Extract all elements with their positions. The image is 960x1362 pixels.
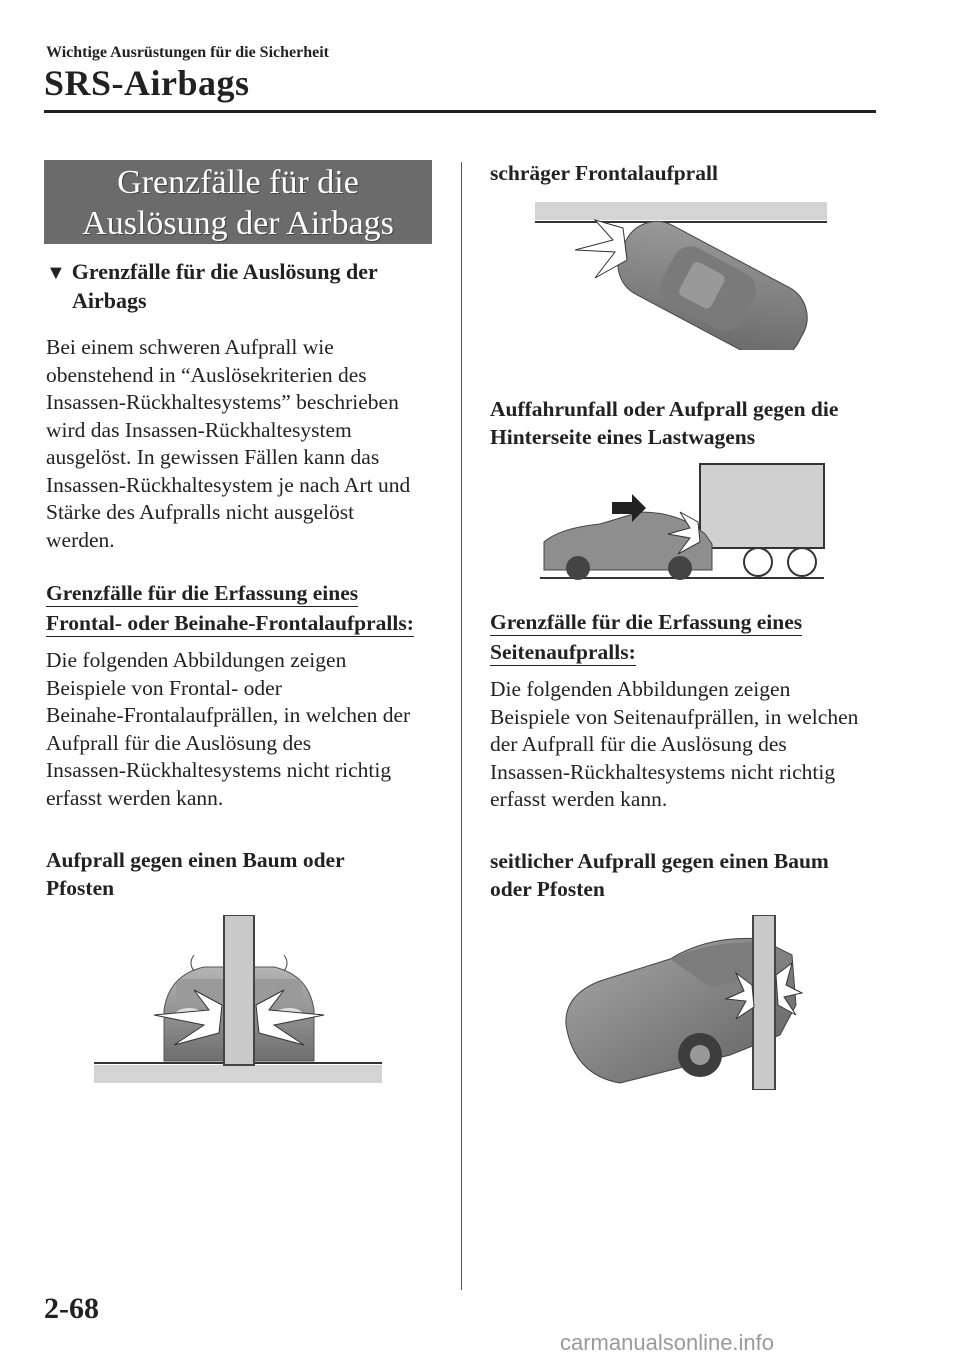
oblique-label: schräger Frontalaufprall: [490, 161, 718, 185]
subheading-line-1: Grenzfälle für die Auslösung der: [71, 259, 378, 284]
text-line: werden.: [46, 527, 115, 552]
side-tree-label-line-1: seitlicher Aufprall gegen einen Baum: [490, 849, 829, 873]
side-heading-line-2: Seitenaufpralls:: [490, 639, 636, 664]
column-divider: [461, 162, 462, 1290]
triangle-down-icon: ▼: [46, 262, 66, 284]
text-line: Bei einem schweren Aufprall wie: [46, 335, 334, 359]
banner-line-1: Grenzfälle für die: [117, 164, 359, 201]
oblique-crash-illustration: [535, 200, 830, 350]
side-tree-label: [490, 848, 829, 903]
text-line: Insassen-Rückhaltesystem je nach Art und: [46, 472, 411, 497]
side-heading-line-1: Grenzfälle für die Erfassung eines: [490, 610, 803, 634]
text-line: wird das Insassen-Rückhaltesystem: [46, 417, 352, 442]
text-line: ausgelöst. In gewissen Fällen kann das: [46, 445, 380, 469]
text-line: Beispiele von Frontal- oder: [46, 675, 282, 700]
side-paragraph: [490, 676, 900, 814]
text-line: erfasst werden kann.: [490, 787, 668, 811]
section-label: Wichtige Ausrüstungen für die Sicherheit: [46, 44, 329, 61]
subheading: [46, 258, 378, 315]
text-line: Insassen-Rückhaltesystems” beschrieben: [46, 390, 399, 414]
page-title: SRS-Airbags: [44, 63, 250, 103]
tree-label-line-2: Pfosten: [46, 875, 115, 900]
text-line: Stärke des Aufpralls nicht ausgelöst: [46, 500, 355, 524]
frontal-paragraph: [46, 647, 446, 812]
section-banner: [44, 160, 432, 244]
header-divider: [44, 110, 876, 113]
tree-label-line-1: Aufprall gegen einen Baum oder: [46, 848, 345, 872]
side-heading: [490, 609, 802, 666]
text-line: Die folgenden Abbildungen zeigen: [490, 677, 791, 701]
page-number: 2-68: [44, 1292, 99, 1325]
text-line: Beispiele von Seitenaufprällen, in welchen: [490, 704, 859, 729]
truck-label-line-1: Auffahrunfall oder Aufprall gegen die: [490, 397, 839, 421]
pole-side-crash-illustration: [560, 915, 810, 1090]
truck-rear-crash-illustration: [540, 462, 830, 584]
frontal-heading-line-1: Grenzfälle für die Erfassung eines: [46, 581, 359, 605]
frontal-heading: [46, 580, 414, 637]
subheading-line-2: Airbags: [72, 288, 147, 313]
banner-line-2: Auslösung der Airbags: [82, 205, 394, 242]
text-line: Die folgenden Abbildungen zeigen: [46, 648, 347, 672]
side-tree-label-line-2: oder Pfosten: [490, 876, 605, 901]
text-line: obenstehend in “Auslösekriterien des: [46, 362, 367, 387]
text-line: Insassen-Rückhaltesystems nicht richtig: [490, 759, 836, 784]
frontal-heading-line-2: Frontal- oder Beinahe-Frontalaufpralls:: [46, 610, 414, 635]
truck-label-line-2: Hinterseite eines Lastwagens: [490, 424, 756, 449]
text-line: Beinahe-Frontalaufprällen, in welchen der: [46, 703, 411, 727]
watermark: carmanualsonline.info: [560, 1330, 775, 1355]
text-line: Aufprall für die Auslösung des: [46, 730, 312, 755]
truck-label: [490, 396, 838, 451]
text-line: Insassen-Rückhaltesystems nicht richtig: [46, 758, 392, 782]
tree-label: [46, 847, 345, 902]
text-line: erfasst werden kann.: [46, 785, 224, 810]
text-line: der Aufprall für die Auslösung des: [490, 732, 787, 756]
pole-frontal-crash-illustration: [94, 915, 384, 1085]
intro-paragraph: [46, 334, 446, 554]
